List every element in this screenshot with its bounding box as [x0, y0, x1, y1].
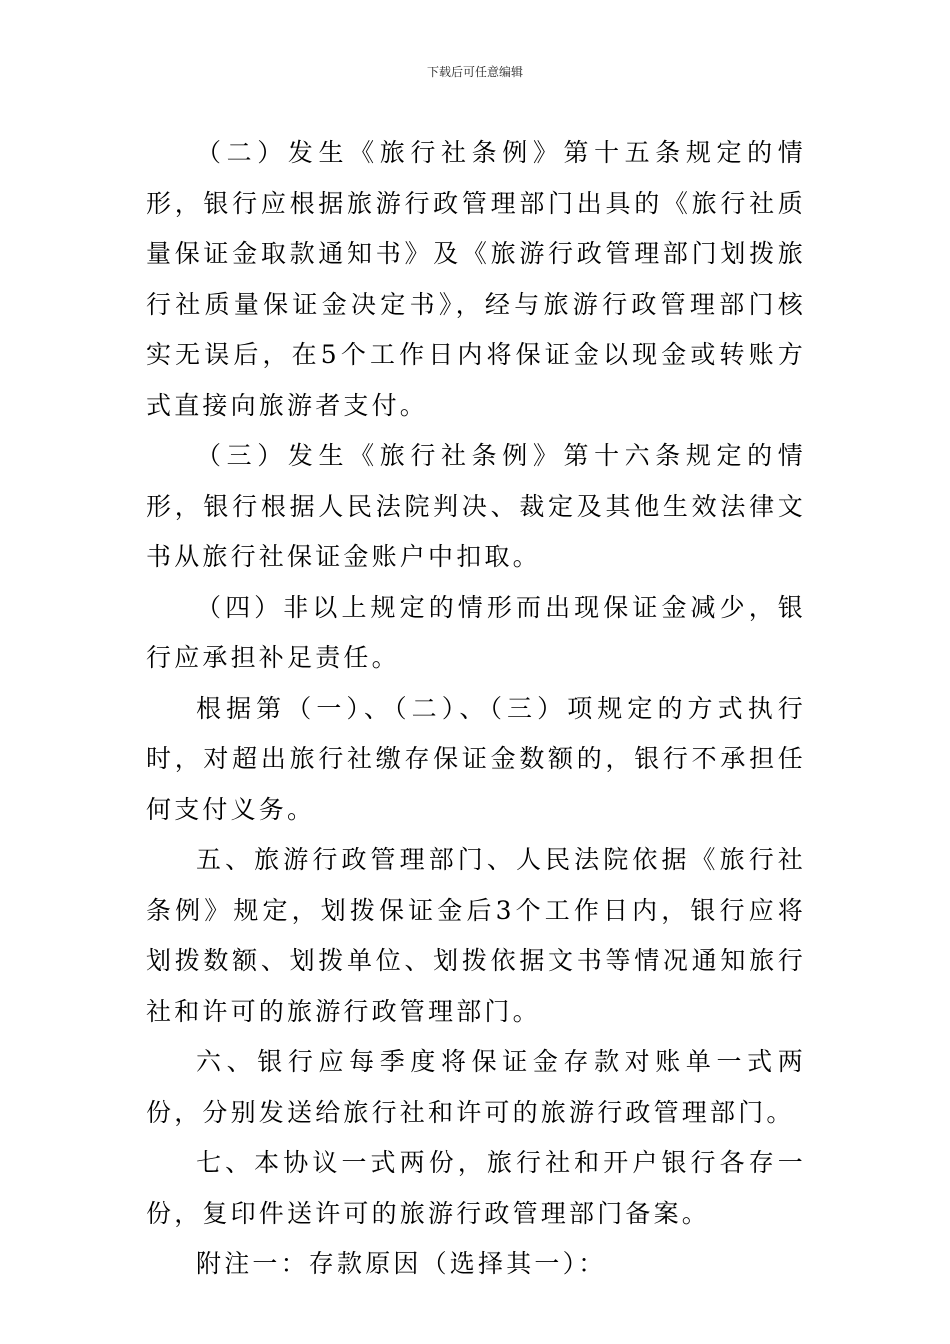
paragraph-execution-note: 根据第（一）、（二）、（三）项规定的方式执行时，对超出旅行社缴存保证金数额的，银行不承担任何支付义务。 [146, 693, 806, 824]
paragraph-clause-4: （四）非以上规定的情形而出现保证金减少，银行应承担补足责任。 [146, 592, 806, 672]
paragraph-article-7: 七、本协议一式两份，旅行社和开户银行各存一份，复印件送许可的旅游行政管理部门备案。 [146, 1148, 806, 1228]
paragraph-appendix-1: 附注一：存款原因（选择其一）： [196, 1249, 607, 1278]
paragraph-clause-2: （二）发生《旅行社条例》第十五条规定的情形，银行应根据旅游行政管理部门出具的《旅行社质量保证金取款通知书》及《旅游行政管理部门划拨旅行社质量保证金决定书》，经与旅游行政管理部门核实无误后，在5个工作日内将保证金以现金或转账方式直接向旅游者支付。 [146, 138, 806, 420]
paragraph-article-6: 六、银行应每季度将保证金存款对账单一式两份，分别发送给旅行社和许可的旅游行政管理部门。 [146, 1047, 806, 1127]
paragraph-clause-3: （三）发生《旅行社条例》第十六条规定的情形，银行根据人民法院判决、裁定及其他生效法律文书从旅行社保证金账户中扣取。 [146, 441, 806, 571]
paragraph-article-5: 五、旅游行政管理部门、人民法院依据《旅行社条例》规定，划拨保证金后3个工作日内，银行应将划拨数额、划拨单位、划拨依据文书等情况通知旅行社和许可的旅游行政管理部门。 [146, 845, 806, 1026]
page-header-note: 下载后可任意编辑 [426, 65, 523, 79]
document-body [146, 128, 806, 1290]
